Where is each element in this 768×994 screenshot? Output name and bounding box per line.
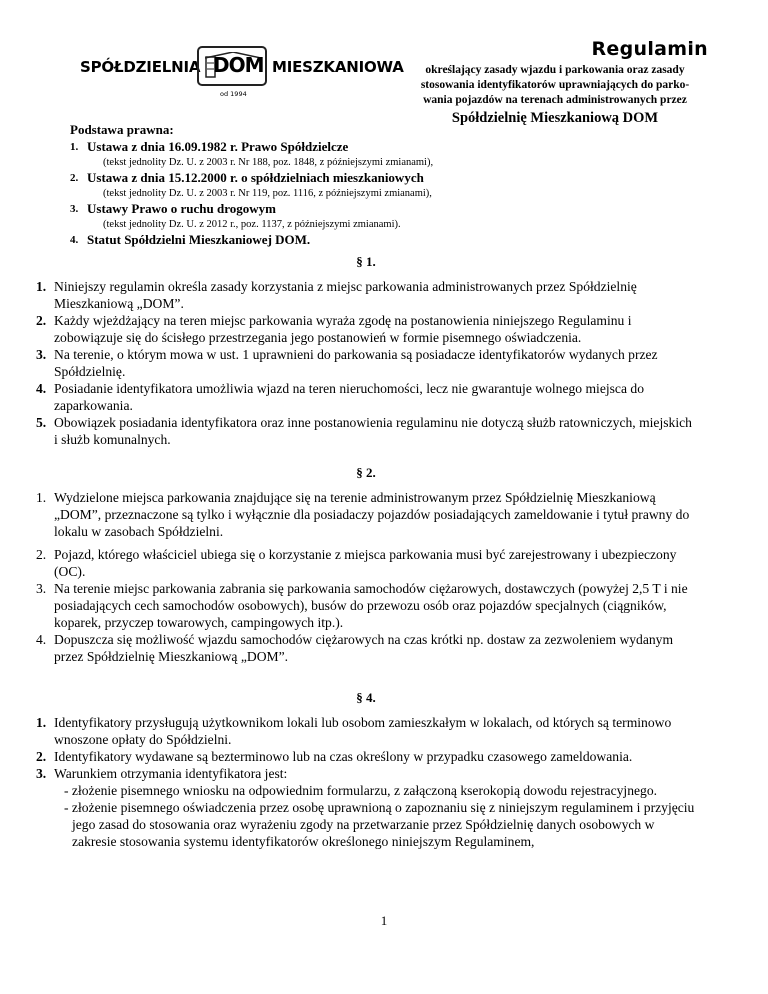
subtitle-line-2: stosowania identyfikatorów uprawniających do parko- [420, 79, 690, 91]
list-item [36, 312, 696, 346]
item-text: Na terenie miejsc parkowania zabrania się parkowania samochodów ciężarowych, dostawczych (powyżej 2,5 T i nie posiadających cech samochodów osobowych), busów do przewozu osób oraz pojazdów specjalnych (ciągników, koparek, przyczep towarowych, campingowych itp.). [54, 581, 688, 630]
sub-item: - złożenie pisemnego oświadczenia przez osobę uprawnioną o zapoznaniu się z niniejszym regulaminem i przyjęciu jego zasad do stosowania oraz wyrażeniu zgody na przetwarzanie przez Spółdzielnię danych osobowych w zakresie stosowania systemu identyfikatorów określonego niniejszym Regulaminem, [64, 800, 695, 849]
legal-basis-item [70, 169, 710, 200]
subtitle-line-1: określający zasady wjazdu i parkowania oraz zasady [425, 64, 685, 76]
list-item [36, 546, 696, 580]
item-number: 2. [36, 749, 47, 764]
legal-basis-item [70, 138, 710, 169]
list-item [36, 714, 696, 748]
legal-basis-item [70, 231, 710, 249]
sub-item: - złożenie pisemnego wniosku na odpowiednim formularzu, z załączoną kserokopią dowodu rejestracyjnego. [64, 783, 658, 798]
cooperative-logo [80, 44, 404, 106]
item-number: 1. [70, 141, 79, 153]
logo-established: od 1994 [220, 90, 247, 98]
list-item [36, 748, 696, 765]
section-1 [36, 254, 696, 448]
subtitle-line-4: Spółdzielnię Mieszkaniową DOM [451, 110, 659, 126]
document-title: Regulamin [591, 38, 708, 60]
legal-basis [70, 122, 710, 249]
legal-act-note: (tekst jednolity Dz. U. z 2003 r. Nr 188, poz. 1848, z późniejszymi zmianami), [103, 157, 434, 168]
item-number: 1. [36, 279, 47, 294]
legal-act-title: Statut Spółdzielni Mieszkaniowej DOM. [87, 232, 311, 247]
item-number: 3. [36, 581, 47, 596]
section-2 [36, 465, 696, 665]
list-item [36, 346, 696, 380]
section-title: § 2. [356, 465, 376, 480]
logo-dom-text: DOM [213, 53, 264, 77]
item-number: 2. [36, 547, 47, 562]
item-text: Na terenie, o którym mowa w ust. 1 uprawnieni do parkowania są posiadacze identyfikatorów wydanych przez Spółdzielnię. [54, 347, 658, 379]
logo-house-box [197, 46, 267, 86]
logo-text-right: MIESZKANIOWA [272, 58, 404, 76]
document-header [402, 38, 708, 127]
item-number: 1. [36, 715, 47, 730]
legal-act-note: (tekst jednolity Dz. U. z 2003 r. Nr 119, poz. 1116, z późniejszymi zmianami), [103, 188, 432, 199]
item-number: 4. [70, 234, 79, 246]
item-text: Dopuszcza się możliwość wjazdu samochodów ciężarowych na czas krótki np. dostaw za zezwoleniem wydanym przez Spółdzielnię Mieszkaniową „DOM”. [54, 632, 674, 664]
subtitle-line-3: wania pojazdów na terenach administrowanych przez [423, 94, 687, 106]
item-number: 2. [36, 313, 47, 328]
item-text: Obowiązek posiadania identyfikatora oraz inne postanowienia regulaminu nie dotyczą służb ratowniczych, miejskich i służb komunalnych. [54, 415, 692, 447]
page-number: 1 [380, 913, 388, 928]
item-number: 3. [36, 766, 47, 781]
legal-act-title: Ustawy Prawo o ruchu drogowym [87, 201, 276, 216]
legal-act-note: (tekst jednolity Dz. U. z 2012 r., poz. 1137, z późniejszymi zmianami). [103, 219, 401, 230]
item-text: Niniejszy regulamin określa zasady korzystania z miejsc parkowania administrowanych przez Spółdzielnię Mieszkaniową „DOM”. [54, 279, 637, 311]
item-number: 3. [36, 347, 47, 362]
item-number: 4. [36, 632, 47, 647]
item-text: Warunkiem otrzymania identyfikatora jest: [54, 766, 288, 781]
section-title: § 4. [356, 690, 376, 705]
item-text: Identyfikatory wydawane są bezterminowo lub na czas określony w przypadku czasowego zameldowania. [54, 749, 633, 764]
logo-text-left: SPÓŁDZIELNIA [80, 58, 201, 76]
list-item [36, 414, 696, 448]
item-text: Wydzielone miejsca parkowania znajdujące się na terenie administrowanym przez Spółdzielnię Mieszkaniową „DOM”, przeznaczone są tylko i wyłącznie dla posiadaczy pojazdów posiadających zameldowanie i tytuł prawny do lokalu w zasobach Spółdzielni. [54, 490, 690, 539]
item-number: 3. [70, 203, 79, 215]
item-number: 1. [36, 490, 47, 505]
item-text: Posiadanie identyfikatora umożliwia wjazd na teren nieruchomości, lecz nie gwarantuje wolnego miejsca do zaparkowania. [54, 381, 644, 413]
legal-act-title: Ustawa z dnia 16.09.1982 r. Prawo Spółdzielcze [87, 139, 349, 154]
item-text: Pojazd, którego właściciel ubiega się o korzystanie z miejsca parkowania musi być zarejestrowany i ubezpieczony (OC). [54, 547, 677, 579]
section-4 [36, 690, 696, 850]
list-item [36, 765, 696, 782]
legal-basis-heading: Podstawa prawna: [70, 122, 174, 137]
item-number: 2. [70, 172, 79, 184]
list-item [36, 489, 696, 540]
list-item [36, 380, 696, 414]
legal-basis-item [70, 200, 710, 231]
list-item [36, 580, 696, 631]
item-number: 5. [36, 415, 47, 430]
item-text: Każdy wjeżdżający na teren miejsc parkowania wyraża zgodę na postanowienia niniejszego Regulaminu i zobowiązuje się do ścisłego przestrzegania jego postanowień w formie pisemnego oświadczenia. [54, 313, 632, 345]
item-text: Identyfikatory przysługują użytkownikom lokali lub osobom zamieszkałym w lokalach, od których są terminowo wnoszone opłaty do Spółdzielni. [54, 715, 672, 747]
section-title: § 1. [356, 254, 376, 269]
list-item [36, 631, 696, 665]
list-item [36, 278, 696, 312]
legal-act-title: Ustawa z dnia 15.12.2000 r. o spółdzielniach mieszkaniowych [87, 170, 424, 185]
item-number: 4. [36, 381, 47, 396]
